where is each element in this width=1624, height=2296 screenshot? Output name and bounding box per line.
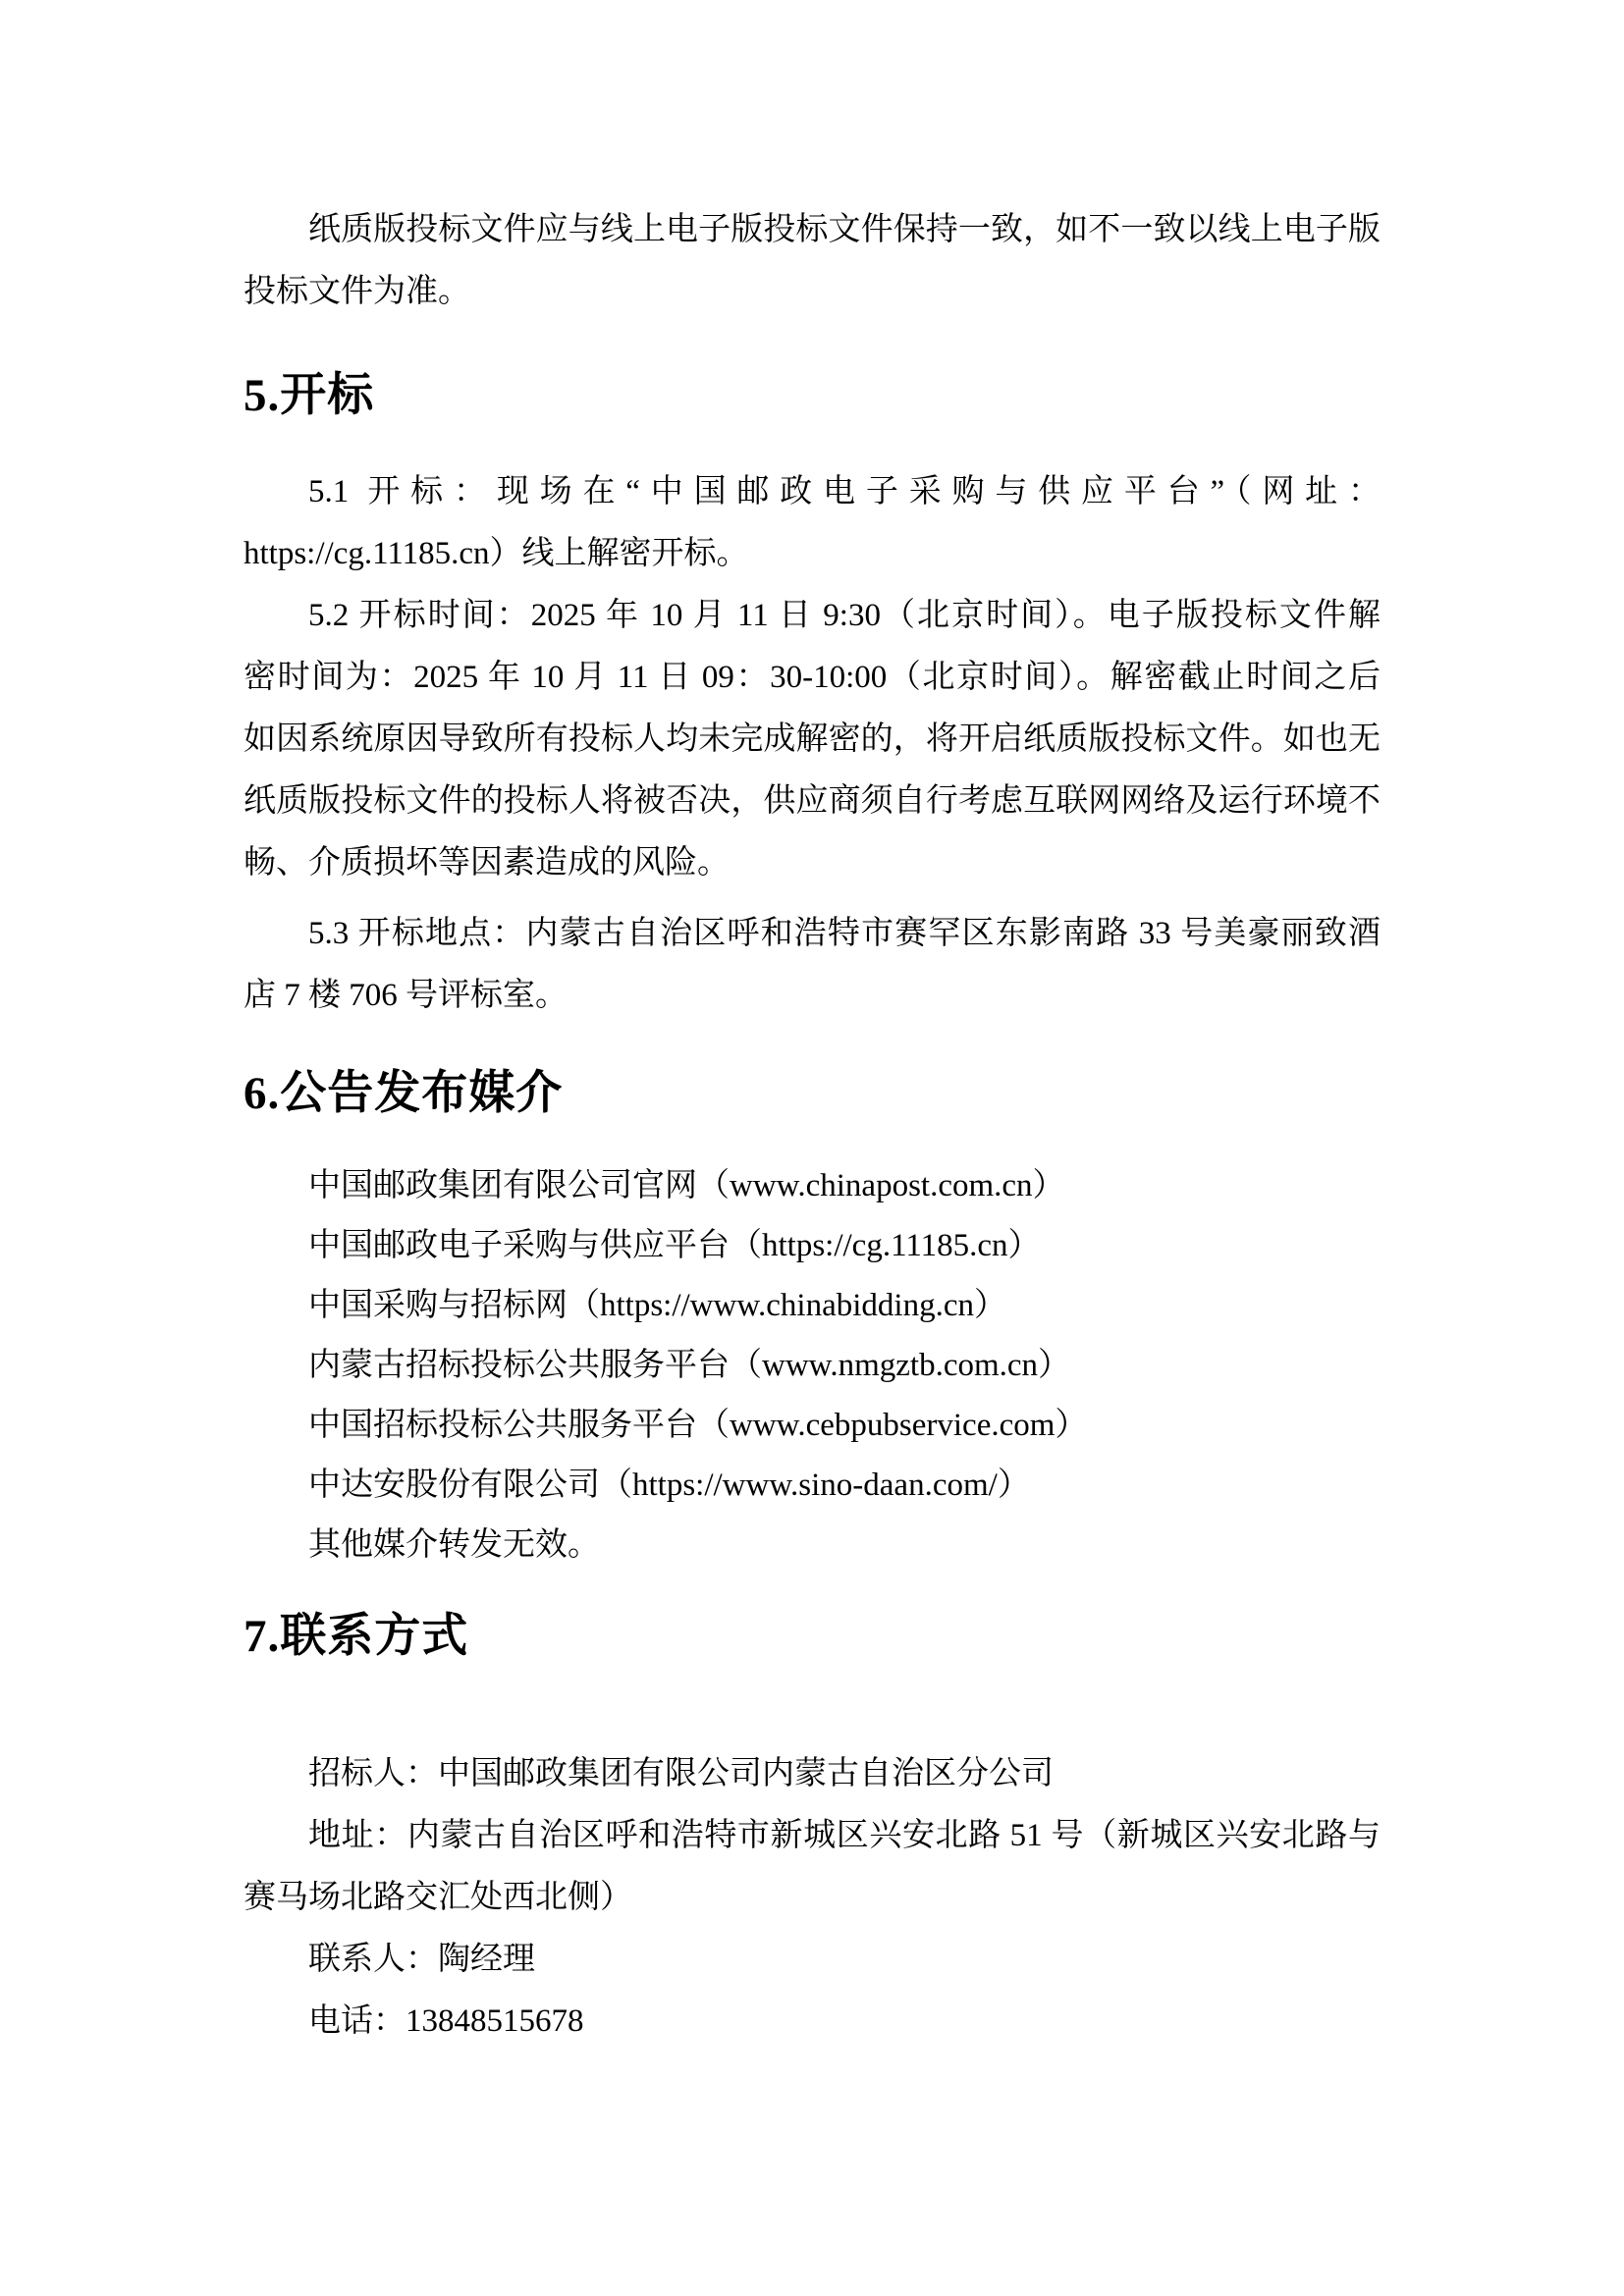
contact-info [244, 1743, 1380, 2053]
para-5-2-line-3: 如因系统原因导致所有投标人均未完成解密的，将开启纸质版投标文件。如也无 [244, 721, 1380, 757]
section-6-heading: 6.公告发布媒介 [244, 1068, 564, 1119]
section-7-heading: 7.联系方式 [244, 1611, 469, 1662]
para-5-2-line-4: 纸质版投标文件的投标人将被否决，供应商须自行考虑互联网网络及运行环境不 [244, 783, 1380, 819]
media-item-nmgztb: 内蒙古招标投标公共服务平台（www.nmgztb.com.cn） [308, 1348, 1071, 1383]
document-content [244, 199, 1380, 2053]
section-5-heading: 5.开标 [244, 370, 375, 421]
contact-address-line-1: 地址：内蒙古自治区呼和浩特市新城区兴安北路 51 号（新城区兴安北路与 [308, 1818, 1380, 1853]
media-item-chinapost: 中国邮政集团有限公司官网（www.chinapost.com.cn） [308, 1168, 1065, 1203]
media-item-cg11185: 中国邮政电子采购与供应平台（https://cg.11185.cn） [308, 1228, 1041, 1263]
contact-person-line: 联系人：陶经理 [308, 1942, 535, 1977]
para-5-2-line-1: 5.2 开标时间：2025 年 10 月 11 日 9:30（北京时间）。电子版投标文件解 [308, 598, 1380, 633]
media-item-chinabidding: 中国采购与招标网（https://www.chinabidding.cn） [308, 1288, 1006, 1323]
para-5-2-line-2: 密时间为：2025 年 10 月 11 日 09：30-10:00（北京时间）。解密截止时间之后 [244, 660, 1380, 695]
intro-paragraph [244, 199, 1380, 323]
para-5-1-line-1: 5.1 开标：现场在“中国邮政电子采购与供应平台”（网址： [308, 474, 1380, 509]
media-item-cebpubservice: 中国招标投标公共服务平台（www.cebpubservice.com） [308, 1408, 1088, 1443]
para-5-2-line-5: 畅、介质损坏等因素造成的风险。 [244, 845, 730, 881]
contact-tenderer-line: 招标人：中国邮政集团有限公司内蒙古自治区分公司 [308, 1756, 1054, 1791]
contact-address-line-2: 赛马场北路交汇处西北侧） [244, 1880, 632, 1915]
intro-line-2: 投标文件为准。 [244, 274, 470, 309]
paragraph-5-1 [244, 461, 1380, 585]
media-list [244, 1156, 1380, 1575]
intro-line-1: 纸质版投标文件应与线上电子版投标文件保持一致，如不一致以线上电子版 [308, 212, 1380, 247]
para-5-3-line-2: 店 7 楼 706 号评标室。 [244, 978, 568, 1013]
media-item-sino-daan: 中达安股份有限公司（https://www.sino-daan.com/） [308, 1468, 1030, 1503]
paragraph-5-3 [244, 903, 1380, 1027]
media-item-other-invalid: 其他媒介转发无效。 [308, 1527, 600, 1563]
contact-phone-line: 电话：13848515678 [308, 2003, 584, 2039]
para-5-3-line-1: 5.3 开标地点：内蒙古自治区呼和浩特市赛罕区东影南路 33 号美豪丽致酒 [308, 916, 1380, 951]
para-5-1-line-2: https://cg.11185.cn）线上解密开标。 [244, 536, 749, 571]
paragraph-5-2 [244, 585, 1380, 894]
